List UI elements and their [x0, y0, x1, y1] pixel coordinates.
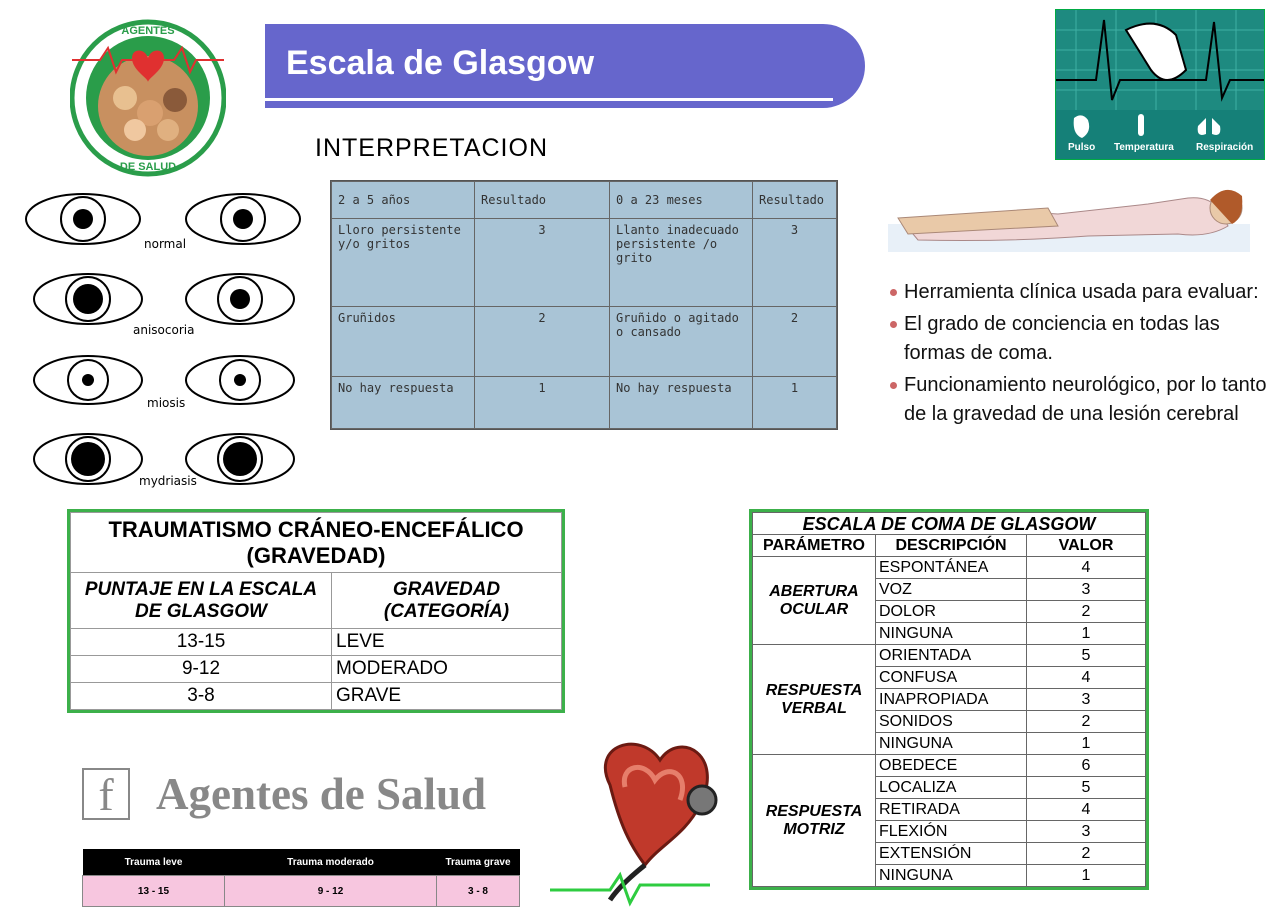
table-cell: VOZ: [876, 579, 1027, 601]
table-cell: 3-8: [71, 683, 332, 710]
eye-anisocoria-left: [32, 272, 144, 326]
table-cell: 4: [1027, 557, 1146, 579]
list-item: Funcionamiento neurológico, por lo tanto de la gravedad de una lesión cerebral: [888, 371, 1273, 429]
table-cell: No hay respuesta: [610, 377, 753, 429]
vital-signs-image: [1055, 9, 1265, 160]
table-cell: Lloro persistente y/o gritos: [332, 219, 475, 307]
table-cell: 2: [475, 307, 610, 377]
table-cell: Gruñido o agitado o cansado: [610, 307, 753, 377]
table-cell: Gruñidos: [332, 307, 475, 377]
parameter-line1: RESPUESTA: [765, 681, 863, 699]
table-cell: INAPROPIADA: [876, 689, 1027, 711]
table-title: [71, 513, 562, 573]
parameter-cell: [753, 755, 876, 887]
eye-miosis-left: [32, 354, 144, 406]
table-cell: 2: [1027, 843, 1146, 865]
table-row: [753, 755, 1146, 777]
table-header: PARÁMETRO: [753, 535, 876, 557]
strip-header: Trauma moderado: [225, 849, 437, 876]
table-row: [71, 683, 562, 710]
table-title: ESCALA DE COMA DE GLASGOW: [753, 513, 1146, 535]
table-cell: 3: [1027, 821, 1146, 843]
table-cell: 2: [1027, 711, 1146, 733]
table-cell: 1: [1027, 623, 1146, 645]
table-cell: NINGUNA: [876, 733, 1027, 755]
table-cell: 2: [753, 307, 837, 377]
table-cell: RETIRADA: [876, 799, 1027, 821]
table-cell: 1: [1027, 733, 1146, 755]
trauma-score-strip: [82, 849, 520, 907]
strip-header: Trauma grave: [437, 849, 520, 876]
svg-text:AGENTES: AGENTES: [121, 25, 175, 37]
parameter-line2: VERBAL: [781, 699, 847, 717]
brand-name: Agentes de Salud: [156, 769, 487, 819]
svg-text:DE SALUD: DE SALUD: [119, 161, 177, 173]
table-row: [753, 645, 1146, 667]
pupil-label-mydriasis: mydriasis: [139, 474, 197, 488]
table-cell: 13-15: [71, 629, 332, 656]
table-header: 2 a 5 años: [332, 182, 475, 219]
eye-miosis-right: [184, 354, 296, 406]
table-header: VALOR: [1027, 535, 1146, 557]
table-cell: 3: [1027, 689, 1146, 711]
table-cell: NINGUNA: [876, 623, 1027, 645]
table-cell: NINGUNA: [876, 865, 1027, 887]
table-cell: ORIENTADA: [876, 645, 1027, 667]
table-cell: SONIDOS: [876, 711, 1027, 733]
table-cell: 9-12: [71, 656, 332, 683]
table-cell: 1: [475, 377, 610, 429]
table-row: [332, 377, 837, 429]
table-cell: FLEXIÓN: [876, 821, 1027, 843]
table-cell: GRAVE: [332, 683, 562, 710]
section-heading: INTERPRETACION: [315, 134, 548, 162]
table-header: GRAVEDAD (CATEGORÍA): [332, 573, 562, 629]
list-item: El grado de conciencia en todas las formas de coma.: [888, 310, 1273, 368]
table-cell: No hay respuesta: [332, 377, 475, 429]
table-cell: ESPONTÁNEA: [876, 557, 1027, 579]
table-title-line1: TRAUMATISMO CRÁNEO-ENCEFÁLICO: [108, 516, 524, 542]
table-cell: 2: [1027, 601, 1146, 623]
pediatric-glasgow-table: [330, 180, 838, 430]
table-cell: 4: [1027, 667, 1146, 689]
table-header: Resultado: [753, 182, 837, 219]
vital-label-respiration: Respiración: [1196, 142, 1254, 153]
table-header: Resultado: [475, 182, 610, 219]
parameter-cell: [753, 645, 876, 755]
table-cell: OBEDECE: [876, 755, 1027, 777]
eye-normal-left: [24, 192, 142, 246]
table-cell: 1: [753, 377, 837, 429]
pupil-label-miosis: miosis: [147, 396, 186, 410]
table-cell: 6: [1027, 755, 1146, 777]
banner-underline: [265, 98, 833, 101]
table-cell: MODERADO: [332, 656, 562, 683]
pupil-label-anisocoria: anisocoria: [133, 323, 195, 337]
table-cell: DOLOR: [876, 601, 1027, 623]
agentes-de-salud-logo: [70, 18, 226, 178]
eye-mydriasis-left: [32, 432, 144, 486]
table-cell: 3: [1027, 579, 1146, 601]
table-row: [71, 656, 562, 683]
pupil-label-normal: normal: [144, 237, 187, 251]
parameter-line1: ABERTURA: [769, 582, 859, 600]
list-item: Herramienta clínica usada para evaluar:: [888, 278, 1273, 307]
trauma-severity-table: [67, 509, 565, 713]
glasgow-coma-scale-table: [749, 509, 1149, 890]
pupil-diagram: [24, 190, 304, 490]
heart-stethoscope-icon: [550, 725, 730, 910]
table-cell: Llanto inadecuado persistente /o grito: [610, 219, 753, 307]
table-cell: 1: [1027, 865, 1146, 887]
parameter-line2: MOTRIZ: [783, 820, 845, 838]
table-cell: 4: [1027, 799, 1146, 821]
strip-value: 9 - 12: [225, 876, 437, 907]
table-cell: 5: [1027, 645, 1146, 667]
table-header: PUNTAJE EN LA ESCALA DE GLASGOW: [71, 573, 332, 629]
eye-mydriasis-right: [184, 432, 296, 486]
table-row: [753, 557, 1146, 579]
table-header: DESCRIPCIÓN: [876, 535, 1027, 557]
parameter-line2: OCULAR: [779, 600, 849, 618]
table-title-line2: (GRAVEDAD): [246, 542, 386, 568]
table-cell: CONFUSA: [876, 667, 1027, 689]
table-row: [332, 307, 837, 377]
eye-normal-right: [184, 192, 302, 246]
facebook-icon[interactable]: f: [82, 768, 130, 820]
description-list: [888, 278, 1273, 429]
table-cell: LOCALIZA: [876, 777, 1027, 799]
table-cell: 3: [753, 219, 837, 307]
table-cell: 3: [475, 219, 610, 307]
table-cell: 5: [1027, 777, 1146, 799]
table-cell: LEVE: [332, 629, 562, 656]
parameter-line1: RESPUESTA: [765, 802, 863, 820]
table-cell: EXTENSIÓN: [876, 843, 1027, 865]
strip-header: Trauma leve: [83, 849, 225, 876]
vital-label-pulse: Pulso: [1068, 142, 1096, 153]
table-row: [71, 629, 562, 656]
page-title: Escala de Glasgow: [286, 44, 595, 82]
table-row: [332, 219, 837, 307]
strip-value: 13 - 15: [83, 876, 225, 907]
eye-anisocoria-right: [184, 272, 296, 326]
strip-value: 3 - 8: [437, 876, 520, 907]
parameter-cell: [753, 557, 876, 645]
table-header: 0 a 23 meses: [610, 182, 753, 219]
vital-label-temperature: Temperatura: [1114, 142, 1174, 153]
lying-patient-illustration: [888, 178, 1250, 256]
